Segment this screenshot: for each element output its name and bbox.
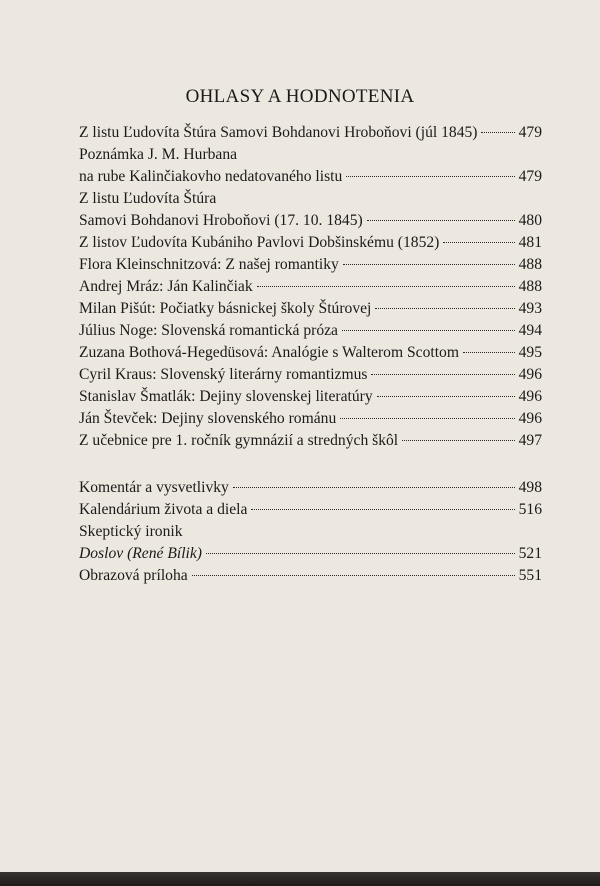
toc-entry [79, 144, 542, 188]
toc-page-number: 496 [518, 388, 542, 405]
toc-entry-title: Doslov (René Bílik) [79, 545, 202, 562]
toc-entry [79, 477, 542, 499]
toc-entry-line [79, 166, 542, 188]
toc-entry [79, 499, 542, 521]
toc-entry [79, 232, 542, 254]
toc-entry-title: Július Noge: Slovenská romantická próza [79, 322, 338, 339]
toc-entry [79, 386, 542, 408]
toc-group [79, 122, 542, 452]
toc-entry [79, 298, 542, 320]
toc-entry-line [79, 364, 542, 386]
toc-entry [79, 565, 542, 587]
toc-page-number: 493 [518, 300, 542, 317]
toc-entry-line [79, 565, 542, 587]
toc-entry-title: Milan Pišút: Počiatky básnickej školy Štúrovej [79, 300, 372, 317]
toc-entry-title: Poznámka J. M. Hurbana [79, 146, 238, 163]
toc-entry-title: Z listov Ľudovíta Kubániho Pavlovi Dobšinskému (1852) [79, 234, 440, 251]
toc-page-number: 479 [518, 168, 542, 185]
toc-page-number: 496 [518, 410, 542, 427]
toc-page-number: 496 [518, 366, 542, 383]
toc-page-number: 494 [518, 322, 542, 339]
toc-entry-line [79, 342, 542, 364]
toc-entry-line [79, 122, 542, 144]
toc-entry-line [79, 210, 542, 232]
toc-entry-title: Z učebnice pre 1. ročník gymnázií a stredných škôl [79, 432, 399, 449]
dot-leader [375, 308, 514, 309]
toc-entry-title: Obrazová príloha [79, 567, 188, 584]
toc-entry-line [79, 276, 542, 298]
toc-entry-title: Kalendárium života a diela [79, 501, 248, 518]
toc-entry [79, 276, 542, 298]
toc-entry-title: Ján Števček: Dejiny slovenského románu [79, 410, 337, 427]
dot-leader [340, 418, 514, 419]
toc-entry [79, 364, 542, 386]
dot-leader [343, 264, 515, 265]
dot-leader [346, 176, 514, 177]
dot-leader [377, 396, 515, 397]
toc-entry-line [79, 543, 542, 565]
toc-page-number: 488 [518, 256, 542, 273]
toc-page-number: 521 [518, 545, 542, 562]
dot-leader [251, 509, 514, 510]
toc-group [79, 477, 542, 587]
toc-entry-title: Samovi Bohdanovi Hroboňovi (17. 10. 1845) [79, 212, 363, 229]
toc-page-number: 498 [518, 479, 542, 496]
toc-page-number: 479 [518, 124, 542, 141]
toc-entry [79, 521, 542, 565]
toc-page-number: 481 [518, 234, 542, 251]
toc-entry [79, 342, 542, 364]
dot-leader [371, 374, 514, 375]
toc-entry-line [79, 521, 542, 543]
toc-entry-line [79, 477, 542, 499]
toc-entry [79, 430, 542, 452]
toc-heading: OHLASY A HODNOTENIA [185, 86, 415, 107]
toc-entry-line [79, 144, 542, 166]
toc-entry-line [79, 430, 542, 452]
dot-leader [367, 220, 515, 221]
toc-entry-title: na rube Kalinčiakovho nedatovaného listu [79, 168, 343, 185]
toc-entry-title: Komentár a vysvetlivky [79, 479, 229, 496]
toc-entry [79, 320, 542, 342]
toc-page-number: 497 [518, 432, 542, 449]
toc-entry-line [79, 188, 542, 210]
toc-page-number: 480 [518, 212, 542, 229]
toc-entry-line [79, 499, 542, 521]
dot-leader [481, 132, 514, 133]
toc-entry-title: Zuzana Bothová-Hegedüsová: Analógie s Walterom Scottom [79, 344, 459, 361]
dot-leader [342, 330, 515, 331]
dot-leader [402, 440, 514, 441]
dot-leader [463, 352, 515, 353]
toc-entry-line [79, 408, 542, 430]
table-of-contents [79, 122, 542, 587]
toc-entry-line [79, 298, 542, 320]
toc-entry-title: Z listu Ľudovíta Štúra Samovi Bohdanovi Hroboňovi (júl 1845) [79, 124, 478, 141]
toc-entry-title: Cyril Kraus: Slovenský literárny romantizmus [79, 366, 368, 383]
toc-page-number: 488 [518, 278, 542, 295]
toc-entry-line [79, 386, 542, 408]
toc-entry [79, 188, 542, 232]
dot-leader [206, 553, 515, 554]
toc-entry [79, 122, 542, 144]
dot-leader [233, 487, 515, 488]
toc-page-number: 551 [518, 567, 542, 584]
toc-page-number: 516 [518, 501, 542, 518]
toc-entry-title: Stanislav Šmatlák: Dejiny slovenskej literatúry [79, 388, 373, 405]
toc-entry-title: Skeptický ironik [79, 523, 183, 540]
toc-entry-title: Andrej Mráz: Ján Kalinčiak [79, 278, 253, 295]
page-bottom-edge [0, 872, 600, 886]
toc-entry [79, 408, 542, 430]
dot-leader [257, 286, 515, 287]
toc-entry-line [79, 320, 542, 342]
toc-entry-line [79, 232, 542, 254]
toc-entry-line [79, 254, 542, 276]
toc-entry-title: Flora Kleinschnitzová: Z našej romantiky [79, 256, 339, 273]
toc-page-number: 495 [518, 344, 542, 361]
toc-entry [79, 254, 542, 276]
dot-leader [192, 575, 515, 576]
dot-leader [443, 242, 514, 243]
toc-entry-title: Z listu Ľudovíta Štúra [79, 190, 217, 207]
